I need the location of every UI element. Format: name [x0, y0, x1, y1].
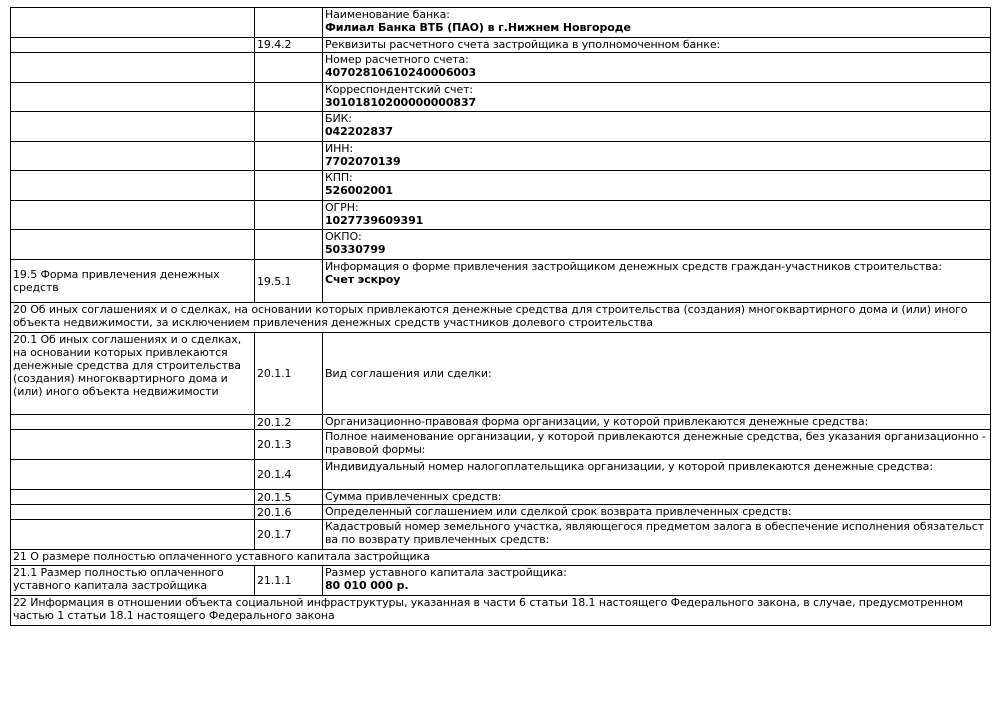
- field-value: 50330799: [325, 243, 386, 256]
- field-cell-text: Организационно-правовая форма организации, у которой привлекаются денежные средства:: [325, 415, 869, 428]
- table-row: [11, 415, 991, 430]
- field-cell-text: ИНН:: [325, 142, 354, 155]
- field-cell: [323, 490, 991, 505]
- section-header-row: [11, 303, 991, 333]
- section-cell: [11, 142, 255, 171]
- table-row: [11, 171, 991, 201]
- field-value: Филиал Банка ВТБ (ПАО) в г.Нижнем Новгороде: [325, 21, 631, 34]
- section-header-text: 21 О размере полностью оплаченного уставного капитала застройщика: [13, 550, 430, 563]
- section-cell: [11, 38, 255, 53]
- section-cell: [11, 333, 255, 415]
- field-cell: [323, 53, 991, 83]
- table-row: [11, 333, 991, 415]
- number-cell: [255, 53, 323, 83]
- table-row: [11, 430, 991, 460]
- table-row: [11, 38, 991, 53]
- field-cell: [323, 505, 991, 520]
- declaration-table: [10, 7, 991, 626]
- field-cell: [323, 38, 991, 53]
- number-cell-text: 19.5.1: [257, 274, 292, 288]
- table-row: [11, 260, 991, 303]
- field-value: 30101810200000000837: [325, 96, 477, 109]
- section-cell: [11, 490, 255, 505]
- table-row: [11, 53, 991, 83]
- table-row: [11, 8, 991, 38]
- field-cell: [323, 520, 991, 550]
- table-row: [11, 566, 991, 596]
- number-cell: [255, 112, 323, 142]
- section-header: [11, 596, 991, 626]
- section-cell: [11, 201, 255, 230]
- field-value: Счет эскроу: [325, 273, 401, 286]
- number-cell: [255, 8, 323, 38]
- field-cell-text: Размер уставного капитала застройщика:: [325, 566, 567, 579]
- number-cell-text: 20.1.1: [257, 367, 292, 380]
- section-header-row: [11, 550, 991, 566]
- number-cell-text: 19.4.2: [257, 38, 292, 51]
- table-row: [11, 230, 991, 260]
- number-cell: [255, 505, 323, 520]
- number-cell-text: 20.1.4: [257, 468, 292, 481]
- field-cell-text: ОКПО:: [325, 230, 362, 243]
- field-cell-text: Реквизиты расчетного счета застройщика в уполномоченном банке:: [325, 38, 721, 51]
- field-value: 80 010 000 р.: [325, 579, 409, 592]
- field-cell: [323, 460, 991, 490]
- number-cell: [255, 460, 323, 490]
- field-value: 042202837: [325, 125, 393, 138]
- table-row: [11, 112, 991, 142]
- field-cell-text: Корреспондентский счет:: [325, 83, 474, 96]
- field-cell: [323, 566, 991, 596]
- field-cell-text: ОГРН:: [325, 201, 359, 214]
- number-cell: [255, 171, 323, 201]
- field-cell: [323, 112, 991, 142]
- section-cell: [11, 260, 255, 303]
- section-cell-text: 21.1 Размер полностью оплаченного уставного капитала застройщика: [13, 566, 224, 592]
- number-cell: [255, 490, 323, 505]
- number-cell: [255, 142, 323, 171]
- field-cell-text: Номер расчетного счета:: [325, 53, 469, 66]
- field-cell-text: Полное наименование организации, у которой привлекаются денежные средства, без указания организационно - правовой формы:: [325, 430, 986, 456]
- field-cell: [323, 260, 991, 303]
- number-cell: [255, 430, 323, 460]
- number-cell-text: 20.1.5: [257, 490, 292, 504]
- number-cell-text: 20.1.7: [257, 528, 292, 541]
- field-cell: [323, 171, 991, 201]
- field-cell-text: Сумма привлеченных средств:: [325, 490, 502, 503]
- section-cell: [11, 415, 255, 430]
- field-cell: [323, 333, 991, 415]
- field-cell: [323, 415, 991, 430]
- table-row: [11, 460, 991, 490]
- section-cell-text: 20.1 Об иных соглашениях и о сделках, на основании которых привлекаются денежные средства для строительства (создания) многоквартирного дома и (или) иного объекта недвижимости: [13, 333, 242, 398]
- table-row: [11, 142, 991, 171]
- section-cell-text: 19.5 Форма привлечения денежных средств: [13, 268, 220, 294]
- number-cell: [255, 260, 323, 303]
- section-cell: [11, 8, 255, 38]
- field-cell-text: КПП:: [325, 171, 353, 184]
- field-cell-text: Определенный соглашением или сделкой срок возврата привлеченных средств:: [325, 505, 792, 518]
- section-cell: [11, 53, 255, 83]
- table-row: [11, 505, 991, 520]
- number-cell-text: 20.1.3: [257, 438, 292, 451]
- section-cell: [11, 112, 255, 142]
- number-cell: [255, 201, 323, 230]
- section-cell: [11, 460, 255, 490]
- field-cell: [323, 201, 991, 230]
- number-cell-text: 20.1.6: [257, 505, 292, 519]
- field-cell: [323, 430, 991, 460]
- number-cell: [255, 415, 323, 430]
- field-cell-text: Индивидуальный номер налогоплательщика организации, у которой привлекаются денежные средства:: [325, 460, 933, 473]
- section-cell: [11, 566, 255, 596]
- number-cell: [255, 83, 323, 112]
- section-cell: [11, 83, 255, 112]
- section-cell: [11, 520, 255, 550]
- number-cell: [255, 333, 323, 415]
- field-value: 40702810610240006003: [325, 66, 477, 79]
- field-cell-text: Кадастровый номер земельного участка, являющегося предметом залога в обеспечение исполнения обязательства по возврату привлеченных средств:: [325, 520, 985, 546]
- number-cell: [255, 38, 323, 53]
- number-cell-text: 21.1.1: [257, 574, 292, 587]
- field-value: 526002001: [325, 184, 393, 197]
- table-row: [11, 201, 991, 230]
- field-cell-text: Наименование банка:: [325, 8, 450, 21]
- section-cell: [11, 230, 255, 260]
- field-cell-text: БИК:: [325, 112, 352, 125]
- number-cell-text: 20.1.2: [257, 415, 292, 429]
- field-cell: [323, 230, 991, 260]
- field-cell-text: Вид соглашения или сделки:: [325, 367, 492, 380]
- section-header-text: 20 Об иных соглашениях и о сделках, на основании которых привлекаются денежные средства для строительства (создания) многоквартирного дома и (или) иного объекта недвижимости, за исключением привлечения денежных средств участников долевого строительства: [13, 303, 968, 329]
- section-cell: [11, 171, 255, 201]
- table-row: [11, 520, 991, 550]
- section-header: [11, 303, 991, 333]
- field-cell: [323, 8, 991, 38]
- field-cell: [323, 83, 991, 112]
- field-cell: [323, 142, 991, 171]
- number-cell: [255, 230, 323, 260]
- number-cell: [255, 520, 323, 550]
- field-value: 7702070139: [325, 155, 401, 168]
- table-row: [11, 83, 991, 112]
- field-value: 1027739609391: [325, 214, 424, 227]
- table-row: [11, 490, 991, 505]
- field-cell-text: Информация о форме привлечения застройщиком денежных средств граждан-участников строительства:: [325, 260, 942, 273]
- section-cell: [11, 430, 255, 460]
- section-header: [11, 550, 991, 566]
- number-cell: [255, 566, 323, 596]
- section-header-text: 22 Информация в отношении объекта социальной инфраструктуры, указанная в части 6 статьи 18.1 настоящего Федерального закона, в случае, предусмотренном частью 1 статьи 18.1 настоящего Федерального закона: [13, 596, 963, 622]
- section-cell: [11, 505, 255, 520]
- section-header-row: [11, 596, 991, 626]
